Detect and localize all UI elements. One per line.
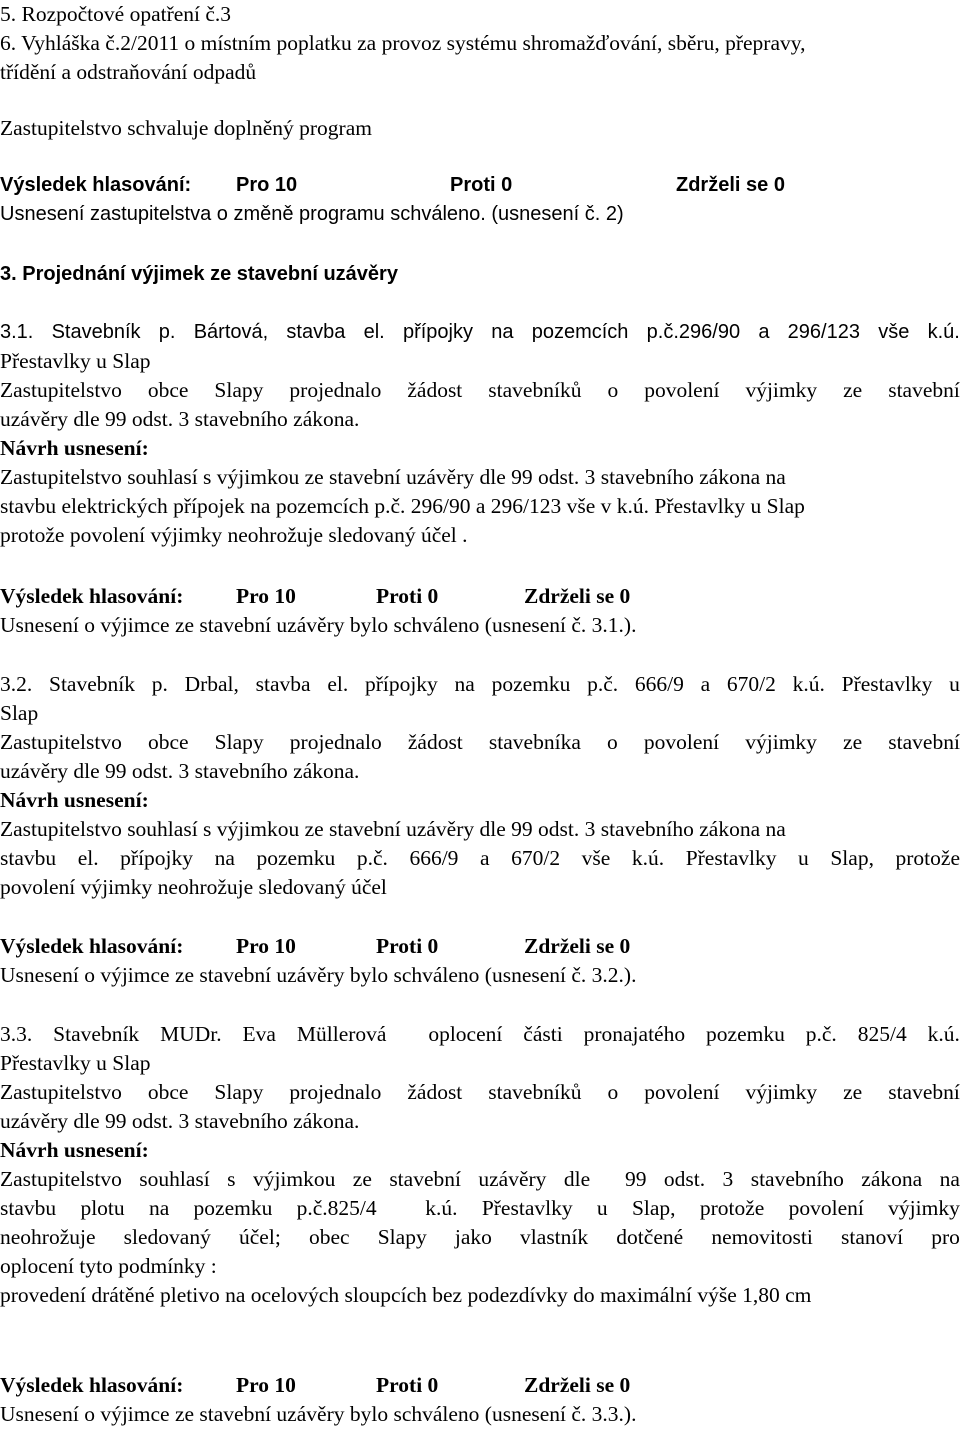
s33-line2: Přestavlky u Slap <box>0 1051 151 1075</box>
word: 3.1. <box>0 321 34 343</box>
word: a <box>700 672 711 696</box>
vote-result-33 <box>0 1371 960 1400</box>
word: žádost <box>407 1080 463 1104</box>
word: pozemku <box>491 672 571 696</box>
word: stanoví <box>841 1225 904 1249</box>
s33-proposal-label: Návrh usnesení: <box>0 1138 149 1162</box>
s31-line4: uzávěry dle 99 odst. 3 stavebního zákona. <box>0 407 360 431</box>
s33-line6 <box>0 1165 960 1194</box>
section-3-heading <box>0 260 398 289</box>
vote-pro: Pro 10 <box>236 174 298 196</box>
word: protože <box>699 1196 765 1220</box>
resolution-31: Usnesení o výjimce ze stavební uzávěry bylo schváleno (usnesení č. 3.1.). <box>0 613 637 637</box>
word: na <box>148 1196 170 1220</box>
word: k.ú. <box>631 846 665 870</box>
s33-line9: oplocení tyto podmínky : <box>0 1254 217 1278</box>
word: sledovaný <box>123 1225 211 1249</box>
vote-pro: Pro 10 <box>236 934 296 958</box>
word: Zastupitelstvo <box>0 1080 122 1104</box>
word: o <box>607 378 619 402</box>
word: a <box>758 321 770 343</box>
word: u <box>596 1196 608 1220</box>
word: oplocení <box>428 1022 503 1046</box>
agenda-item-6-cont: třídění a odstraňování odpadů <box>0 60 257 84</box>
word: k.ú. <box>927 321 960 343</box>
word: stavba <box>255 672 311 696</box>
word: p.č. <box>805 1022 837 1046</box>
vote-proti: Proti 0 <box>376 1373 439 1397</box>
word: projednalo <box>289 1080 382 1104</box>
word: stavebního <box>750 1167 844 1191</box>
word: přípojky <box>364 672 438 696</box>
word: Zastupitelstvo <box>0 1167 122 1191</box>
word: 3.2. <box>0 672 33 696</box>
word: výjimky <box>745 1080 818 1104</box>
s31-line8: protože povolení výjimky neohrožuje sledovaný účel . <box>0 523 468 547</box>
word: k.ú. <box>927 1022 960 1046</box>
word: stavebníků <box>488 1080 582 1104</box>
word: stavební <box>389 1167 461 1191</box>
word: 825/4 <box>857 1022 907 1046</box>
word: žádost <box>407 378 463 402</box>
word: Přestavlky <box>841 672 933 696</box>
word: stavební <box>888 730 960 754</box>
word: výjimky <box>745 730 817 754</box>
s33-line1 <box>0 1020 960 1049</box>
vote-proti: Proti 0 <box>376 584 439 608</box>
word: uzávěry <box>478 1167 547 1191</box>
word: souhlasí <box>139 1167 210 1191</box>
word: 3.3. <box>0 1022 33 1046</box>
vote-proti: Proti 0 <box>450 174 513 196</box>
word: dle <box>563 1167 591 1191</box>
word: p.č. <box>587 672 619 696</box>
word: p.č.296/90 <box>646 321 741 343</box>
vote-proti: Proti 0 <box>376 934 439 958</box>
word: jako <box>454 1225 492 1249</box>
s33-line3 <box>0 1078 960 1107</box>
s31-line3 <box>0 376 960 405</box>
vote-label: Výsledek hlasování: <box>0 934 184 958</box>
section-3-heading-text: 3. Projednání výjimek ze stavební uzávěry <box>0 263 398 285</box>
word: přípojky <box>120 846 194 870</box>
vote-label: Výsledek hlasování: <box>0 1373 184 1397</box>
approve-program-text: Zastupitelstvo schvaluje doplněný program <box>0 116 372 140</box>
vote-zdrzeli: Zdrželi se 0 <box>676 174 785 196</box>
word: stavební <box>888 1080 960 1104</box>
word: pozemku <box>706 1022 785 1046</box>
word: pozemku <box>193 1196 273 1220</box>
s32-line8: povolení výjimky neohrožuje sledovaný účel <box>0 875 387 899</box>
word: Drbal, <box>184 672 239 696</box>
vote-result-intro <box>0 171 960 200</box>
word: zákona <box>861 1167 923 1191</box>
word: Slapy <box>377 1225 427 1249</box>
s31-proposal-label: Návrh usnesení: <box>0 436 149 460</box>
word: Slap, <box>631 1196 676 1220</box>
s32-line6: Zastupitelstvo souhlasí s výjimkou ze stavební uzávěry dle 99 odst. 3 stavebního zákona na <box>0 817 786 841</box>
word: pronajatého <box>583 1022 686 1046</box>
s31-line6: Zastupitelstvo souhlasí s výjimkou ze stavební uzávěry dle 99 odst. 3 stavebního zákona na <box>0 465 786 489</box>
word: přípojky <box>402 321 473 343</box>
word: o <box>607 730 618 754</box>
word: stavbu <box>0 1196 57 1220</box>
word: dotčené <box>616 1225 684 1249</box>
s32-proposal-label: Návrh usnesení: <box>0 788 149 812</box>
word: stavbu <box>0 846 57 870</box>
vote-label: Výsledek hlasování: <box>0 174 192 196</box>
word: ze <box>843 730 863 754</box>
word: povolení <box>788 1196 864 1220</box>
word: na <box>454 672 475 696</box>
agenda-item-5: 5. Rozpočtové opatření č.3 <box>0 2 232 26</box>
word: k.ú. <box>792 672 825 696</box>
word: ze <box>843 378 863 402</box>
word: nemovitosti <box>711 1225 813 1249</box>
word: obce <box>147 730 189 754</box>
resolution-32: Usnesení o výjimce ze stavební uzávěry bylo schváleno (usnesení č. 3.2.). <box>0 963 637 987</box>
word: stavebníků <box>488 378 582 402</box>
word: Slapy <box>214 730 264 754</box>
word: Zastupitelstvo <box>0 730 122 754</box>
word: projednalo <box>289 378 382 402</box>
word: pro <box>931 1225 960 1249</box>
word: el. <box>363 321 385 343</box>
word: ze <box>352 1167 372 1191</box>
word: u <box>949 672 960 696</box>
word: výjimkou <box>252 1167 336 1191</box>
word: na <box>214 846 235 870</box>
vote-result-31 <box>0 582 960 611</box>
word: 666/9 <box>634 672 684 696</box>
word: p. <box>151 672 168 696</box>
s32-line7 <box>0 844 960 873</box>
word: Zastupitelstvo <box>0 378 122 402</box>
s33-line8 <box>0 1223 960 1252</box>
word: protože <box>895 846 960 870</box>
word: na <box>491 321 514 343</box>
word: 666/9 <box>409 846 459 870</box>
word: části <box>523 1022 563 1046</box>
vote-pro: Pro 10 <box>236 1373 296 1397</box>
word: p. <box>158 321 176 343</box>
s31-line1 <box>0 318 960 347</box>
word: stavebníka <box>488 730 581 754</box>
s33-line10: provedení drátěné pletivo na ocelových sloupcích bez podezdívky do maximální výše 1,80 cm <box>0 1283 812 1307</box>
agenda-item-6: 6. Vyhláška č.2/2011 o místním poplatku za provoz systému shromažďování, sběru, přepravy, <box>0 31 806 55</box>
vote-result-32 <box>0 932 960 961</box>
word: na <box>939 1167 960 1191</box>
word: plotu <box>80 1196 125 1220</box>
word: vše <box>581 846 611 870</box>
word: výjimky <box>888 1196 960 1220</box>
word: obce <box>147 1080 189 1104</box>
word: k.ú. <box>425 1196 458 1220</box>
word: Slap, <box>830 846 874 870</box>
word: projednalo <box>289 730 382 754</box>
word: Slapy <box>214 378 264 402</box>
word: povolení <box>644 1080 720 1104</box>
word: Stavebník <box>53 1022 140 1046</box>
word: 296/123 <box>787 321 860 343</box>
word: Stavebník <box>51 321 141 343</box>
word: MUDr. <box>160 1022 222 1046</box>
word: 670/2 <box>511 846 561 870</box>
word: ze <box>843 1080 863 1104</box>
s33-line7 <box>0 1194 960 1223</box>
s32-line4: uzávěry dle 99 odst. 3 stavebního zákona. <box>0 759 360 783</box>
word: u <box>798 846 809 870</box>
s32-line2: Slap <box>0 701 39 725</box>
word: p.č. <box>356 846 388 870</box>
s33-line4: uzávěry dle 99 odst. 3 stavebního zákona. <box>0 1109 360 1133</box>
vote-label: Výsledek hlasování: <box>0 584 184 608</box>
word: Slapy <box>214 1080 264 1104</box>
word: Stavebník <box>48 672 135 696</box>
s32-line3 <box>0 728 960 757</box>
vote-zdrzeli: Zdrželi se 0 <box>524 584 631 608</box>
word: obce <box>147 378 189 402</box>
word: pozemku <box>256 846 336 870</box>
s31-line7: stavbu elektrických přípojek na pozemcích p.č. 296/90 a 296/123 vše v k.ú. Přestavlky u Slap <box>0 494 805 518</box>
s32-line1 <box>0 670 960 699</box>
word: Přestavlky <box>685 846 777 870</box>
word: el. <box>327 672 349 696</box>
word: stavební <box>888 378 960 402</box>
word: 3 <box>722 1167 734 1191</box>
word: obec <box>308 1225 350 1249</box>
word: s <box>227 1167 236 1191</box>
word: pozemcích <box>531 321 629 343</box>
word: p.č.825/4 <box>296 1196 377 1220</box>
word: Bártová, <box>193 321 269 343</box>
word: Müllerová <box>296 1022 387 1046</box>
word: účel; <box>239 1225 281 1249</box>
word: stavba <box>286 321 346 343</box>
word: povolení <box>644 378 720 402</box>
word: Přestavlky <box>481 1196 573 1220</box>
word: o <box>607 1080 619 1104</box>
word: vlastník <box>520 1225 589 1249</box>
vote-pro: Pro 10 <box>236 584 296 608</box>
resolution-program: Usnesení zastupitelstva o změně programu schváleno. (usnesení č. 2) <box>0 203 624 225</box>
word: vše <box>878 321 910 343</box>
vote-zdrzeli: Zdrželi se 0 <box>524 934 631 958</box>
word: výjimky <box>745 378 818 402</box>
word: Eva <box>242 1022 276 1046</box>
word: žádost <box>407 730 463 754</box>
word: povolení <box>643 730 720 754</box>
word: a <box>479 846 490 870</box>
word: 99 <box>624 1167 647 1191</box>
s31-line2: Přestavlky u Slap <box>0 349 151 373</box>
word: odst. <box>663 1167 706 1191</box>
word: el. <box>77 846 99 870</box>
resolution-33: Usnesení o výjimce ze stavební uzávěry bylo schváleno (usnesení č. 3.3.). <box>0 1402 637 1426</box>
vote-zdrzeli: Zdrželi se 0 <box>524 1373 631 1397</box>
word: neohrožuje <box>0 1225 96 1249</box>
word: 670/2 <box>726 672 776 696</box>
